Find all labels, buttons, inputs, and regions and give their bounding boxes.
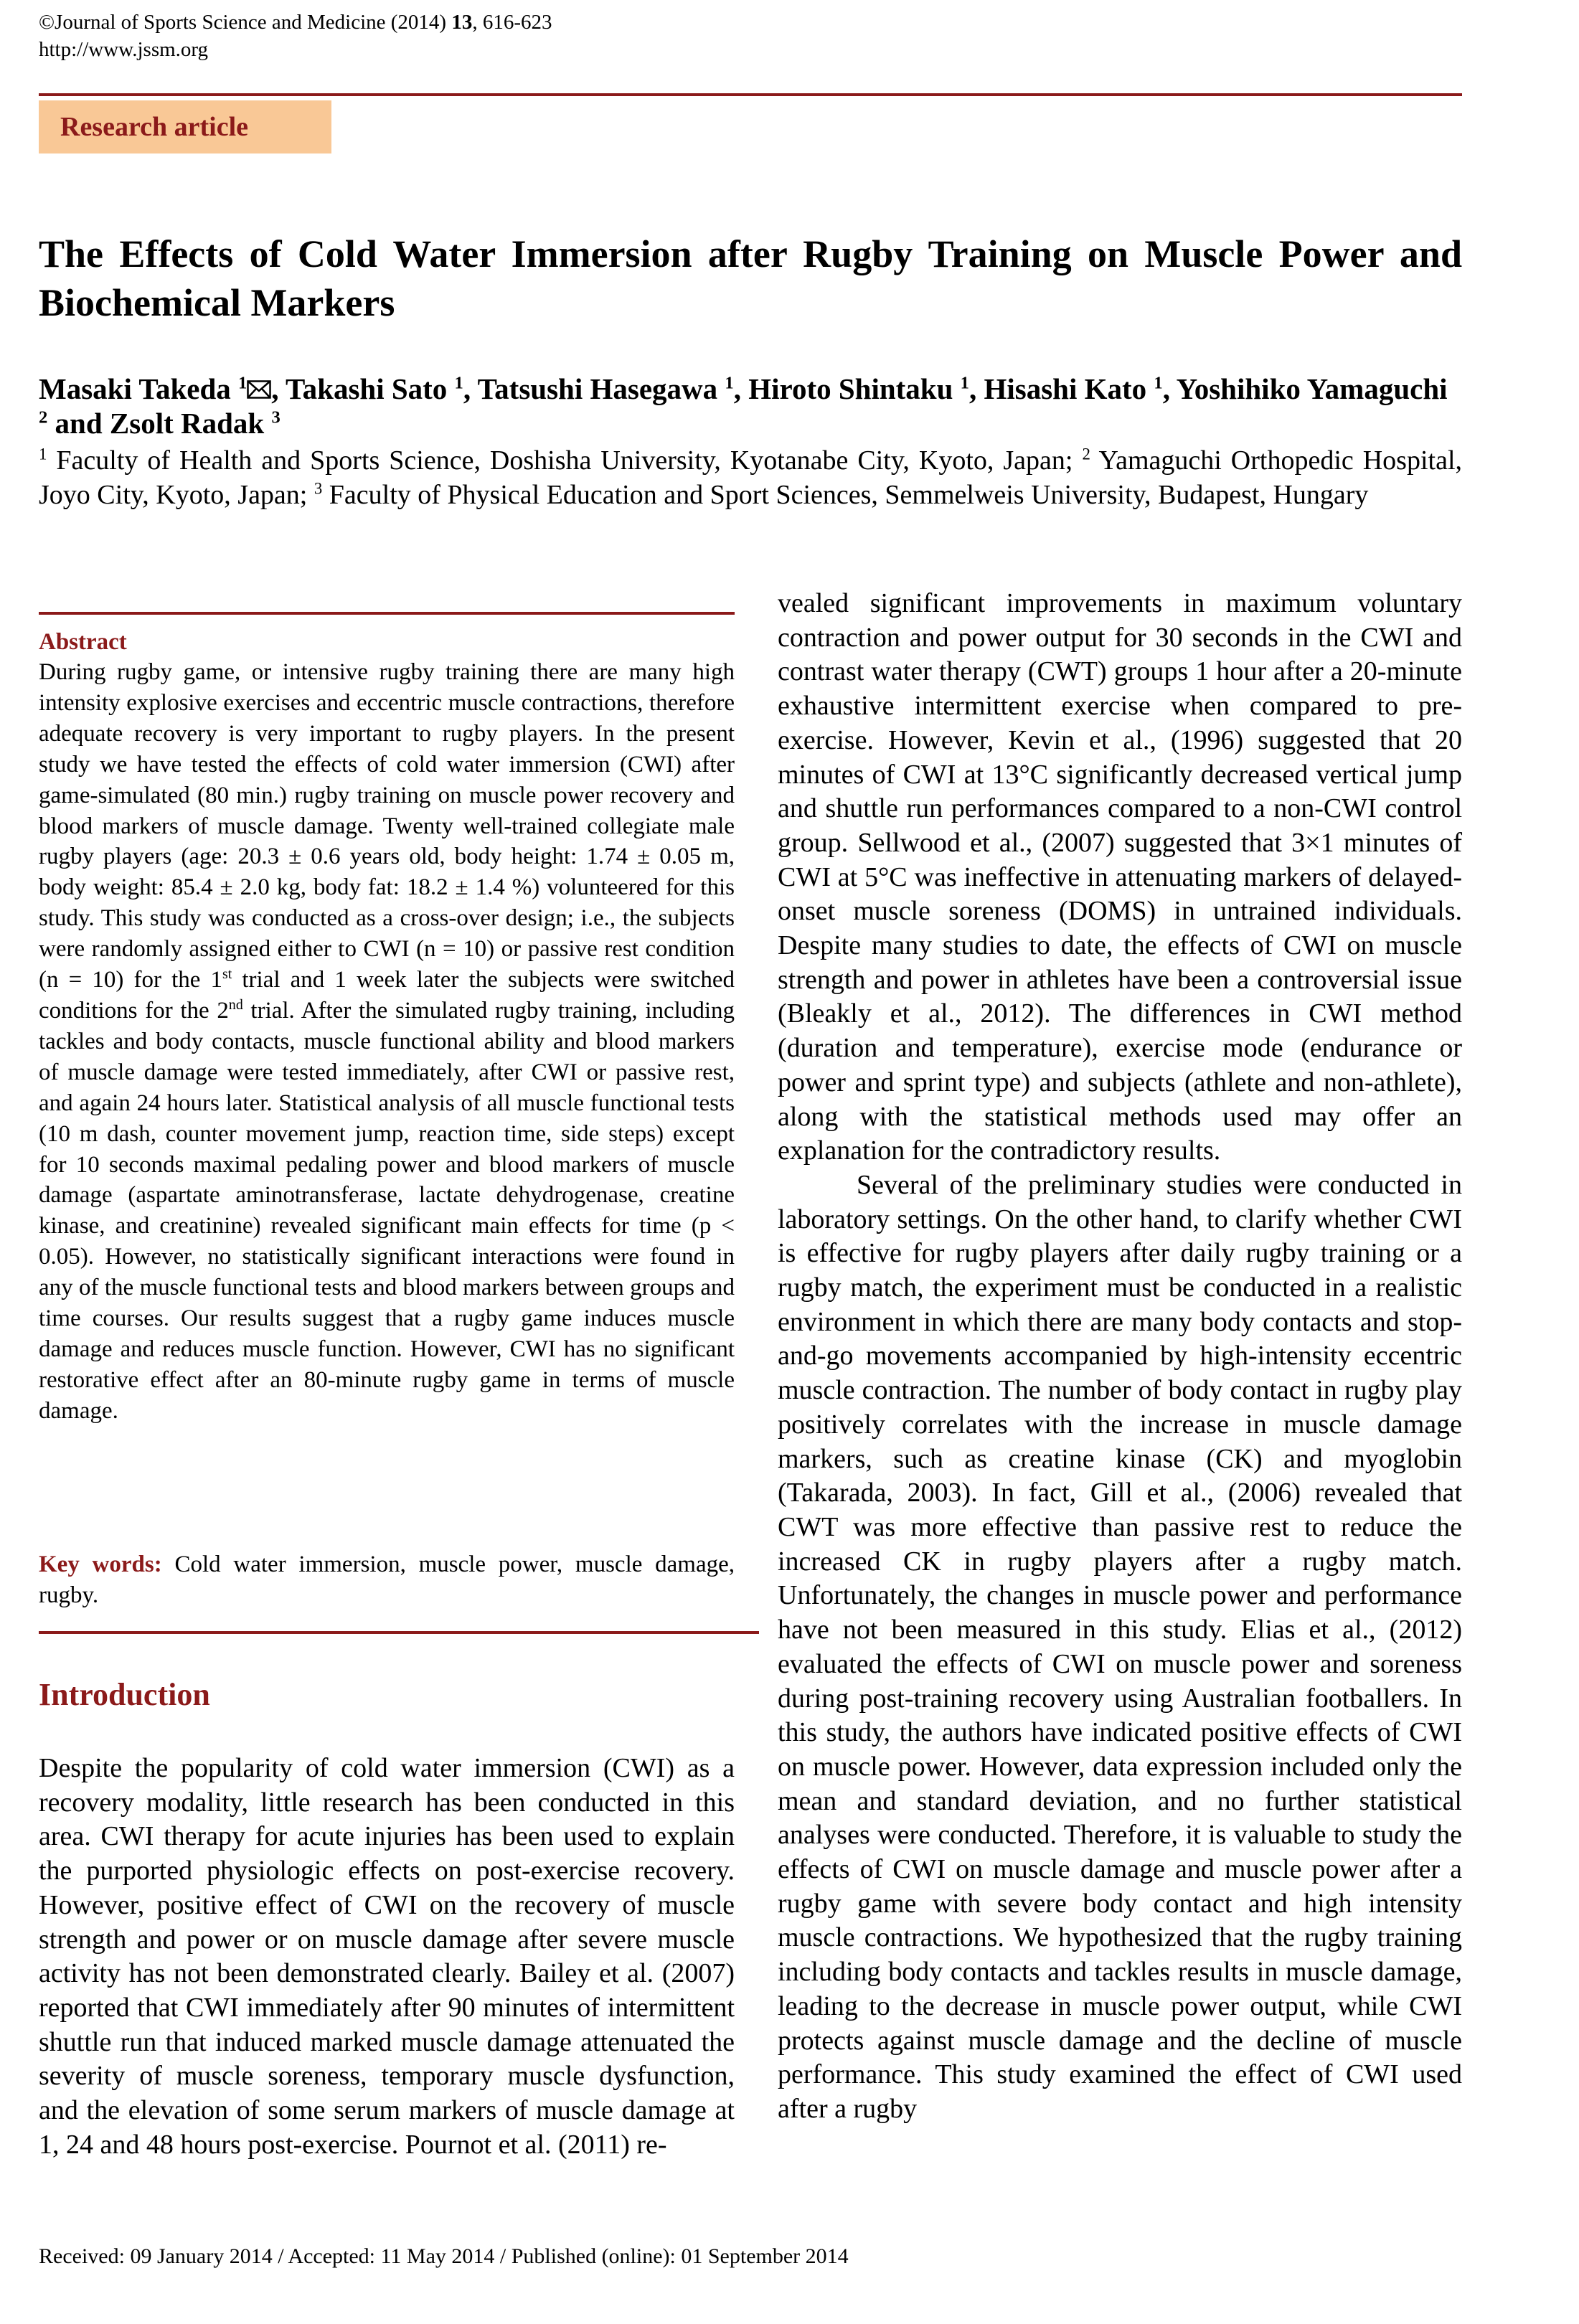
header-divider bbox=[39, 93, 1462, 96]
journal-volume: 13 bbox=[451, 11, 473, 34]
introduction-left-column: Despite the popularity of cold water immersion (CWI) as a recovery modality, little research has been conducted in this area. CWI therapy for acute injuries has been used to explain the purported physiologic effects on post-exercise recovery. However, positive effect of CWI on the recovery of muscle strength and power or on muscle damage after severe muscle activity has not been demonstrated clearly. Bailey et al. (2007) reported that CWI immediately after 90 minutes of intermittent shuttle run that induced marked muscle damage attenuated the severity of muscle soreness, temporary muscle dysfunction, and the elevation of some serum markers of muscle damage at 1, 24 and 48 hours post-exercise. Pournot et al. (2011) re- bbox=[39, 1753, 735, 2160]
abstract-text: trial and 1 week later the subjects were switched conditions for the 2 bbox=[39, 967, 735, 1024]
paragraph: Several of the preliminary studies were conducted in laboratory settings. On the other hand, to clarify whether CWI is effective for rugby players after daily rugby training or a rugby match, the experiment must be conducted in a realistic environment in which there are many body contacts and stop-and-go movements accompanied by high-intensity eccentric muscle contraction. The number of body contact in rugby play positively correlates with the increase in muscle damage markers, such as creatine kinase (CK) and myoglobin (Takarada, 2003). In fact, Gill et al., (2006) revealed that CWT was more effective than passive rest to reduce the increased CK in rugby players after a rugby match. Unfortunately, the changes in muscle power and performance have not been measured in this study. Elias et al., (2012) evaluated the effects of CWI on muscle power and soreness during post-training recovery using Australian footballers. In this study, the authors have indicated positive effects of CWI on muscle power. However, data expression included only the mean and standard deviation, and no further statistical analyses were conducted. Therefore, it is valuable to study the effects of CWI on muscle damage and muscle power after a rugby game with severe body contact and high intensity muscle contractions. We hypothesized that the rugby training including body contacts and tackles results in muscle damage, leading to the decrease in muscle power output, while CWI protects against muscle damage and the decline of muscle performance. This study examined the effect of CWI used after a rugby bbox=[778, 1169, 1462, 2124]
author-affiliation-mark: 1 bbox=[725, 373, 734, 393]
introduction-heading: Introduction bbox=[39, 1677, 210, 1712]
journal-name: ©Journal of Sports Science and Medicine (2014) bbox=[39, 11, 452, 34]
publication-dates: Received: 09 January 2014 / Accepted: 11 May 2014 / Published (online): 01 September 2014 bbox=[39, 2244, 849, 2268]
abstract-bottom-divider bbox=[39, 1631, 759, 1634]
article-title: The Effects of Cold Water Immersion after Rugby Training on Muscle Power and Biochemical Markers bbox=[39, 232, 1462, 324]
abstract-heading: Abstract bbox=[39, 629, 127, 655]
author-affiliation-mark: 1 bbox=[238, 373, 248, 393]
affiliation-mark: 1 bbox=[39, 445, 47, 463]
affiliation-text: Faculty of Physical Education and Sport Sciences, Semmelweis University, Budapest, Hungary bbox=[322, 480, 1369, 510]
author-name: and Zsolt Radak bbox=[47, 407, 272, 440]
author-name: , Takashi Sato bbox=[271, 372, 455, 405]
abstract-text: During rugby game, or intensive rugby training there are many high intensity explosive exercises and eccentric muscle contractions, therefore adequate recovery is very important to rugby players. In the present study we have tested the effects of cold water immersion (CWI) after game-simulated (80 min.) rugby training on muscle power recovery and blood markers of muscle damage. Twenty well-trained collegiate male rugby players (age: 20.3 ± 0.6 years old, body height: 1.74 ± 0.05 m, body weight: 85.4 ± 2.0 kg, body fat: 18.2 ± 1.4 %) volunteered for this study. This study was conducted as a cross-over design; i.e., the subjects were randomly assigned either to CWI (n = 10) or passive rest condition (n = 10) for the 1 bbox=[39, 659, 735, 993]
paragraph: vealed significant improvements in maximum voluntary contraction and power output for 30 seconds in the CWI and contrast water therapy (CWT) groups 1 hour after a 20-minute exhaustive intermittent exercise when compared to pre-exercise. However, Kevin et al., (1996) suggested that 20 minutes of CWI at 13°C significantly decreased vertical jump and shuttle run performances compared to a non-CWI control group. Sellwood et al., (2007) suggested that 3×1 minutes of CWI at 5°C was ineffective in attenuating markers of delayed-onset muscle soreness (DOMS) in untrained individuals. Despite many studies to date, the effects of CWI on muscle strength and power in athletes have been a controversial issue (Bleakly et al., 2012). The differences in CWI method (duration and temperature), exercise mode (endurance or power and sprint type) and subjects (athlete and non-athlete), along with the statistical methods used may offer an explanation for the contradictory results. bbox=[778, 588, 1462, 1166]
affiliation-mark: 2 bbox=[1082, 445, 1090, 463]
ordinal-suffix: nd bbox=[228, 996, 243, 1013]
keywords-text: Cold water immersion, muscle power, muscle damage, rugby. bbox=[39, 1551, 735, 1608]
author-list bbox=[39, 372, 1462, 440]
journal-url[interactable]: http://www.jssm.org bbox=[39, 38, 209, 61]
article-type-badge bbox=[39, 100, 331, 153]
abstract-body bbox=[39, 657, 735, 1427]
abstract-text: trial. After the simulated rugby training, including tackles and body contacts, muscle functional ability and blood markers of muscle damage were tested immediately, after CWI or passive rest, and again 24 hours later. Statistical analysis of all muscle functional tests (10 m dash, counter movement jump, reaction time, side steps) except for 10 seconds maximal pedaling power and blood markers of muscle damage (aspartate aminotransferase, lactate dehydrogenase, creatine kinase, and creatinine) revealed significant main effects for time (p < 0.05). However, no statistically significant interactions were found in any of the muscle functional tests and blood markers between groups and time courses. Our results suggest that a rugby game induces muscle damage and reduces muscle function. However, CWI has no significant restorative effect after an 80-minute rugby game in terms of muscle damage. bbox=[39, 997, 735, 1424]
ordinal-suffix: st bbox=[222, 966, 232, 983]
keywords-label: Key words: bbox=[39, 1551, 162, 1577]
article-type-label: Research article bbox=[60, 112, 249, 142]
journal-pages: , 616-623 bbox=[472, 11, 552, 34]
abstract-top-divider bbox=[39, 612, 735, 615]
affiliations bbox=[39, 443, 1462, 512]
author-affiliation-mark: 1 bbox=[960, 373, 969, 393]
author-name: , Yoshihiko Yamaguchi bbox=[1162, 372, 1448, 405]
author-name: Masaki Takeda bbox=[39, 372, 238, 405]
affiliation-text: Faculty of Health and Sports Science, Doshisha University, Kyotanabe City, Kyoto, Japan; bbox=[47, 445, 1083, 476]
keywords bbox=[39, 1549, 735, 1611]
mail-icon[interactable] bbox=[247, 380, 271, 399]
journal-citation bbox=[39, 10, 552, 34]
author-name: , Tatsushi Hasegawa bbox=[463, 372, 725, 405]
author-name: , Hisashi Kato bbox=[968, 372, 1154, 405]
affiliation-mark: 3 bbox=[314, 479, 323, 498]
author-affiliation-mark: 3 bbox=[271, 407, 281, 428]
affiliation-text: Yamaguchi Orthopedic Hospital, Joyo City, Kyoto, Japan; bbox=[39, 445, 1463, 510]
author-name: , Hiroto Shintaku bbox=[733, 372, 961, 405]
author-affiliation-mark: 2 bbox=[39, 407, 48, 428]
introduction-right-column bbox=[778, 587, 1462, 2127]
author-affiliation-mark: 1 bbox=[454, 373, 463, 393]
author-affiliation-mark: 1 bbox=[1154, 373, 1163, 393]
